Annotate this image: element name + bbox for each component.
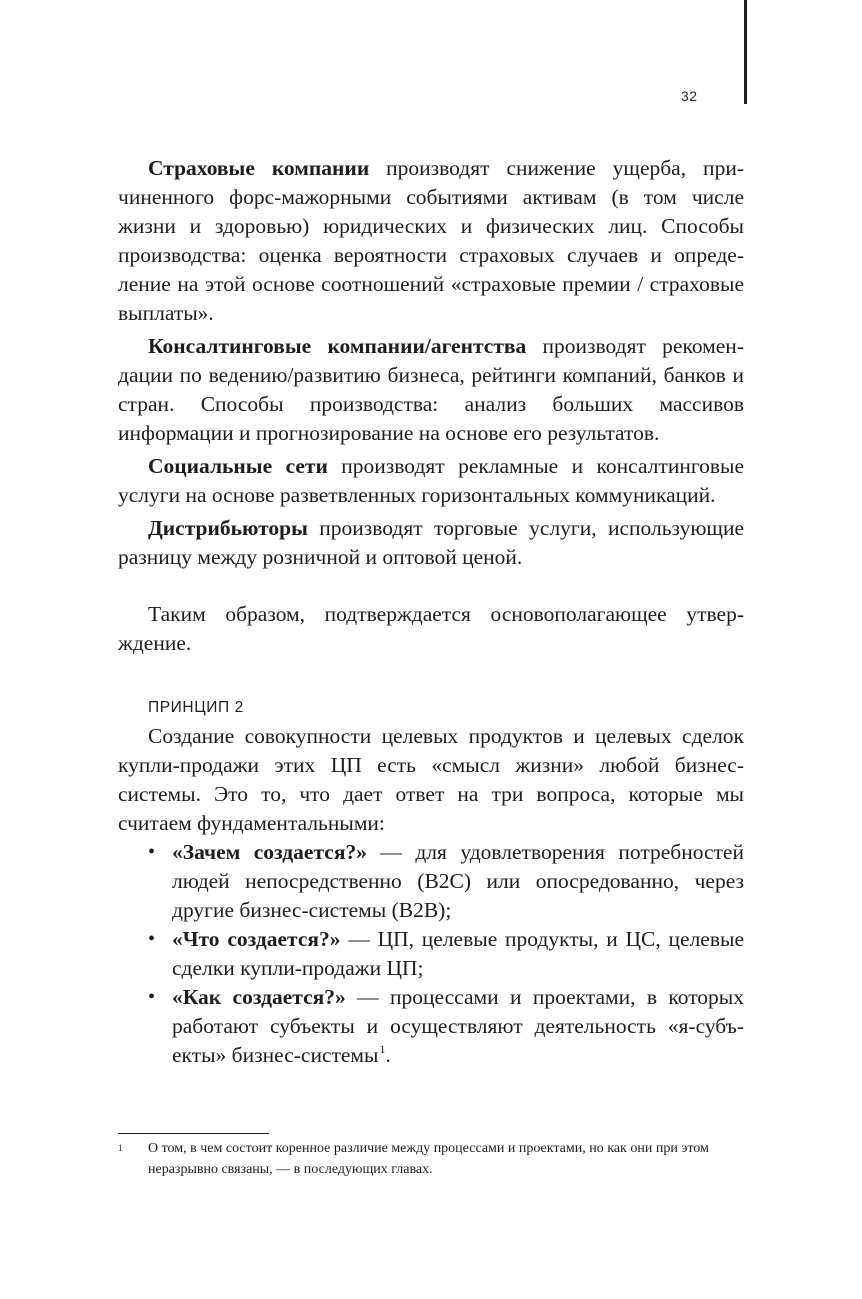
paragraph-social-networks: [118, 452, 744, 510]
paragraph-principle-intro: Создание совокупности целевых продуктов и целевых сделок купли-продажи этих ЦП есть «смысл жизни» любой бизнес-системы. Это то, что дает ответ на три вопроса, которые мы считаем фундаментальными:: [118, 724, 744, 835]
term-consulting-companies: Консалтинговые компании/агентства: [148, 334, 527, 358]
paragraph-insurance: [118, 154, 744, 328]
list-item: [118, 925, 744, 983]
page-edge-rule: [744, 0, 747, 104]
paragraph-consulting: [118, 332, 744, 448]
list-item-tail: .: [385, 1043, 391, 1067]
paragraph-conclusion: Таким образом, подтверждается основополагающее утверждение.: [118, 602, 744, 655]
term-distributors: Дистрибьюторы: [148, 516, 308, 540]
list-item-text: — процессами и проектами, в которых работают субъекты и осуществляют деятельность «я-субъекты» бизнес-системы: [172, 985, 745, 1067]
question-why: «Зачем создается?»: [172, 840, 367, 864]
question-how: «Как создается?»: [172, 985, 346, 1009]
paragraph-text: производят рекламные и консалтинговые услуги на основе разветвленных горизонтальных коммуникаций.: [118, 454, 745, 507]
footnote-text: О том, в чем состоит коренное различие между процессами и проектами, но как они при этом неразрывно связаны, — в последующих главах.: [148, 1141, 709, 1177]
list-item-text: — для удовлетворения потребностей людей непосредственно (B2C) или опосредованно, через другие бизнес-системы (B2B);: [172, 840, 744, 922]
question-what: «Что создается?»: [172, 927, 341, 951]
paragraph-text: производят рекомендации по ведению/развитию бизнеса, рейтинги компаний, банков и стран. Способы производства: анализ больших массивов информации и прогнозирование на основе его результатов.: [118, 334, 744, 445]
footnote: [118, 1138, 744, 1180]
main-text: [118, 154, 744, 1070]
list-item: [118, 838, 744, 925]
paragraph-distributors: [118, 514, 744, 572]
question-list: [118, 838, 744, 1070]
footnote-mark: 1: [118, 1143, 123, 1153]
footnote-divider: [118, 1133, 269, 1134]
section-heading-principle-2: ПРИНЦИП 2: [148, 699, 244, 716]
term-social-networks: Социальные сети: [148, 454, 328, 478]
term-insurance-companies: Страховые компании: [148, 156, 370, 180]
list-item: [118, 983, 744, 1070]
paragraph-text: производят торговые услуги, использующие разницу между розничной и оптовой ценой.: [118, 516, 744, 569]
page-number: 32: [681, 88, 698, 104]
list-item-text: — ЦП, целевые продукты, и ЦС, целевые сделки купли-продажи ЦП;: [172, 927, 744, 980]
paragraph-text: производят снижение ущерба, причиненного форс-мажорными событиями активам (в том числе жизни и здоровью) юридических и физических лиц. Способы производства: оценка вероятности страховых случаев и определение на этой основе соотношений «страховые премии / страховые выплаты».: [118, 156, 744, 325]
footnote-reference[interactable]: 1: [379, 1042, 386, 1056]
